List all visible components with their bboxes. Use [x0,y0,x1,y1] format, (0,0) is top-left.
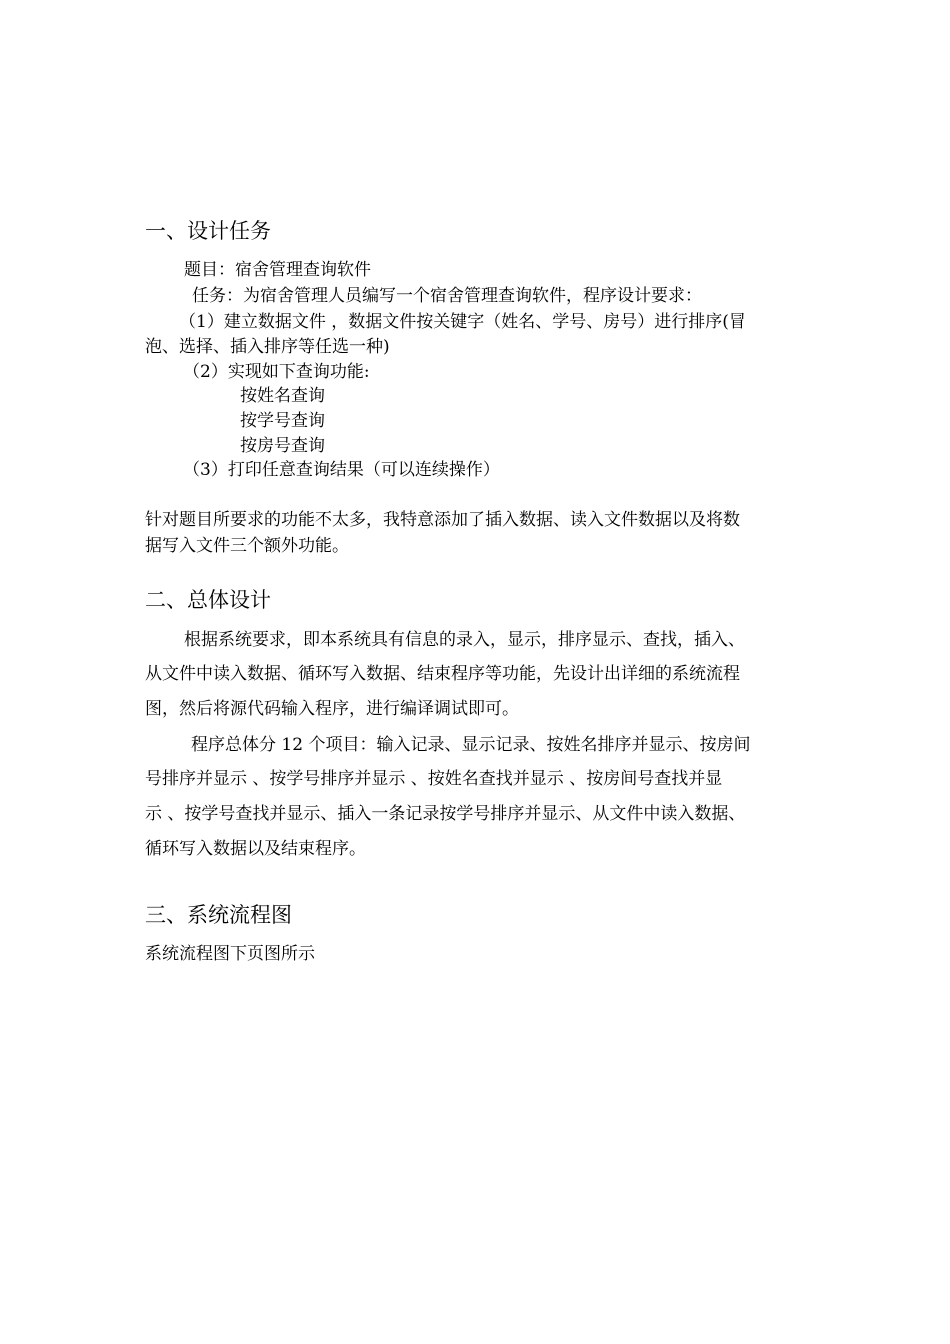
design-paragraph-2-line-1: 程序总体分 12 个项目：输入记录、显示记录、按姓名排序并显示、按房间 [191,735,751,755]
query-by-name: 按姓名查询 [240,386,325,406]
design-paragraph-1-line-2: 从文件中读入数据、循环写入数据、结束程序等功能，先设计出详细的系统流程 [145,664,740,684]
note-line-2: 据写入文件三个额外功能。 [145,536,349,556]
query-by-room: 按房号查询 [240,436,325,456]
design-paragraph-1-line-1: 根据系统要求，即本系统具有信息的录入，显示，排序显示、查找，插入、 [184,630,745,650]
design-paragraph-1-line-3: 图，然后将源代码输入程序，进行编译调试即可。 [145,699,519,719]
task-line: 任务：为宿舍管理人员编写一个宿舍管理查询软件，程序设计要求： [192,286,702,306]
design-paragraph-2-line-4: 循环写入数据以及结束程序。 [145,839,366,859]
section1-heading: 一、设计任务 [145,219,271,243]
design-paragraph-2-line-3: 示 、按学号查找并显示、插入一条记录按学号排序并显示、从文件中读入数据、 [145,804,746,824]
section3-heading: 三、系统流程图 [145,903,292,927]
query-by-id: 按学号查询 [240,411,325,431]
requirement-1-line-1: （1）建立数据文件 ，数据文件按关键字（姓名、学号、房号）进行排序(冒 [179,312,746,332]
topic-line: 题目：宿舍管理查询软件 [184,260,371,280]
flowchart-caption: 系统流程图下页图所示 [145,944,315,964]
requirement-3: （3）打印任意查询结果（可以连续操作） [183,460,500,480]
requirement-1-line-2: 泡、选择、插入排序等任选一种) [145,337,390,357]
design-paragraph-2-line-2: 号排序并显示 、按学号排序并显示 、按姓名查找并显示 、按房间号查找并显 [145,769,723,789]
requirement-2: （2）实现如下查询功能: [183,362,370,382]
note-line-1: 针对题目所要求的功能不太多，我特意添加了插入数据、读入文件数据以及将数 [145,510,740,530]
section2-heading: 二、总体设计 [145,588,271,612]
